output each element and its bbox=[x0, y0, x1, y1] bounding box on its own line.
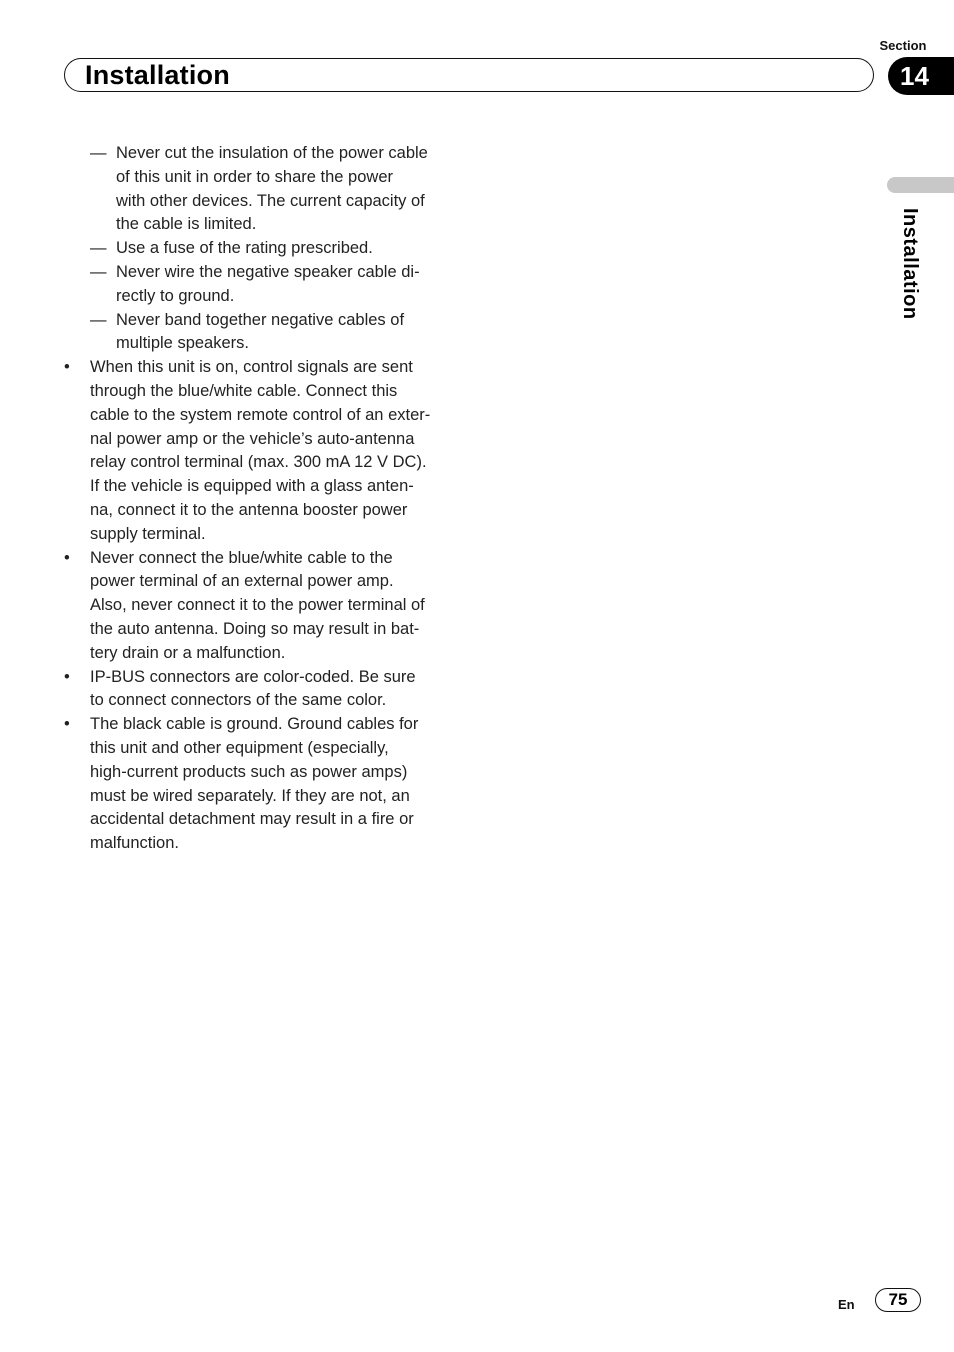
line-text: nal power amp or the vehicle’s auto-antenna bbox=[90, 429, 415, 448]
line-text: IP-BUS connectors are color-coded. Be sure bbox=[90, 667, 416, 686]
line-text: with other devices. The current capacity of bbox=[116, 191, 425, 210]
line-text: malfunction. bbox=[90, 834, 179, 853]
text-line bbox=[64, 808, 464, 832]
text-line bbox=[64, 642, 464, 666]
text-line bbox=[64, 570, 464, 594]
text-line bbox=[64, 737, 464, 761]
bullet-marker: • bbox=[64, 548, 70, 567]
text-line bbox=[64, 713, 464, 737]
text-line bbox=[64, 832, 464, 856]
line-text: rectly to ground. bbox=[116, 286, 235, 305]
line-text: must be wired separately. If they are not, an bbox=[90, 786, 410, 805]
text-line bbox=[64, 142, 464, 166]
dash-marker: — bbox=[90, 144, 107, 162]
dash-marker: — bbox=[90, 310, 107, 329]
body-text bbox=[64, 142, 464, 856]
text-line bbox=[64, 451, 464, 475]
line-text: this unit and other equipment (especially, bbox=[90, 738, 389, 757]
text-line bbox=[64, 309, 464, 333]
line-text: When this unit is on, control signals are sent bbox=[90, 358, 413, 377]
text-line bbox=[64, 547, 464, 571]
line-text: the auto antenna. Doing so may result in bat- bbox=[90, 619, 420, 638]
text-line bbox=[64, 428, 464, 452]
page-number: 75 bbox=[875, 1288, 921, 1312]
line-text: multiple speakers. bbox=[116, 334, 249, 353]
line-text: Use a fuse of the rating prescribed. bbox=[116, 239, 373, 258]
line-text: relay control terminal (max. 300 mA 12 V DC). bbox=[90, 453, 427, 472]
bullet-marker: • bbox=[64, 667, 70, 686]
dash-marker: — bbox=[90, 262, 107, 281]
line-text: cable to the system remote control of an exter- bbox=[90, 405, 431, 424]
text-line bbox=[64, 166, 464, 190]
line-text: the cable is limited. bbox=[116, 215, 257, 234]
line-text: supply terminal. bbox=[90, 524, 206, 543]
text-line bbox=[64, 285, 464, 309]
title-bar bbox=[64, 58, 874, 92]
dash-marker: — bbox=[90, 239, 107, 258]
bullet-marker: • bbox=[64, 715, 70, 734]
text-line bbox=[64, 689, 464, 713]
text-line bbox=[64, 475, 464, 499]
text-line bbox=[64, 499, 464, 523]
line-text: na, connect it to the antenna booster power bbox=[90, 500, 408, 519]
line-text: accidental detachment may result in a fire or bbox=[90, 810, 414, 829]
line-text: power terminal of an external power amp. bbox=[90, 572, 394, 591]
line-text: If the vehicle is equipped with a glass anten- bbox=[90, 477, 414, 496]
text-line bbox=[64, 618, 464, 642]
section-number-tab bbox=[888, 57, 954, 95]
text-line bbox=[64, 356, 464, 380]
line-text: Never cut the insulation of the power cable bbox=[116, 144, 428, 162]
side-tab-label: Installation bbox=[899, 208, 921, 320]
section-label: Section bbox=[879, 38, 927, 53]
text-line bbox=[64, 380, 464, 404]
language-code: En bbox=[838, 1297, 855, 1312]
line-text: high-current products such as power amps) bbox=[90, 762, 408, 781]
text-line bbox=[64, 785, 464, 809]
line-text: Never band together negative cables of bbox=[116, 310, 405, 329]
line-text: The black cable is ground. Ground cables for bbox=[90, 715, 419, 734]
text-line bbox=[64, 261, 464, 285]
text-line bbox=[64, 190, 464, 214]
text-line bbox=[64, 237, 464, 261]
line-text: Never wire the negative speaker cable di- bbox=[116, 262, 420, 281]
text-line bbox=[64, 332, 464, 356]
side-tab-marker bbox=[887, 177, 954, 193]
section-number: 14 bbox=[900, 61, 929, 91]
text-line bbox=[64, 594, 464, 618]
page-title: Installation bbox=[85, 60, 230, 90]
line-text: of this unit in order to share the power bbox=[116, 167, 393, 186]
text-line bbox=[64, 523, 464, 547]
text-line bbox=[64, 213, 464, 237]
line-text: through the blue/white cable. Connect this bbox=[90, 381, 398, 400]
line-text: tery drain or a malfunction. bbox=[90, 643, 286, 662]
line-text: Never connect the blue/white cable to the bbox=[90, 548, 393, 567]
line-text: to connect connectors of the same color. bbox=[90, 691, 387, 710]
line-text: Also, never connect it to the power terminal of bbox=[90, 596, 425, 615]
text-line bbox=[64, 761, 464, 785]
text-line bbox=[64, 666, 464, 690]
bullet-marker: • bbox=[64, 358, 70, 377]
text-line bbox=[64, 404, 464, 428]
